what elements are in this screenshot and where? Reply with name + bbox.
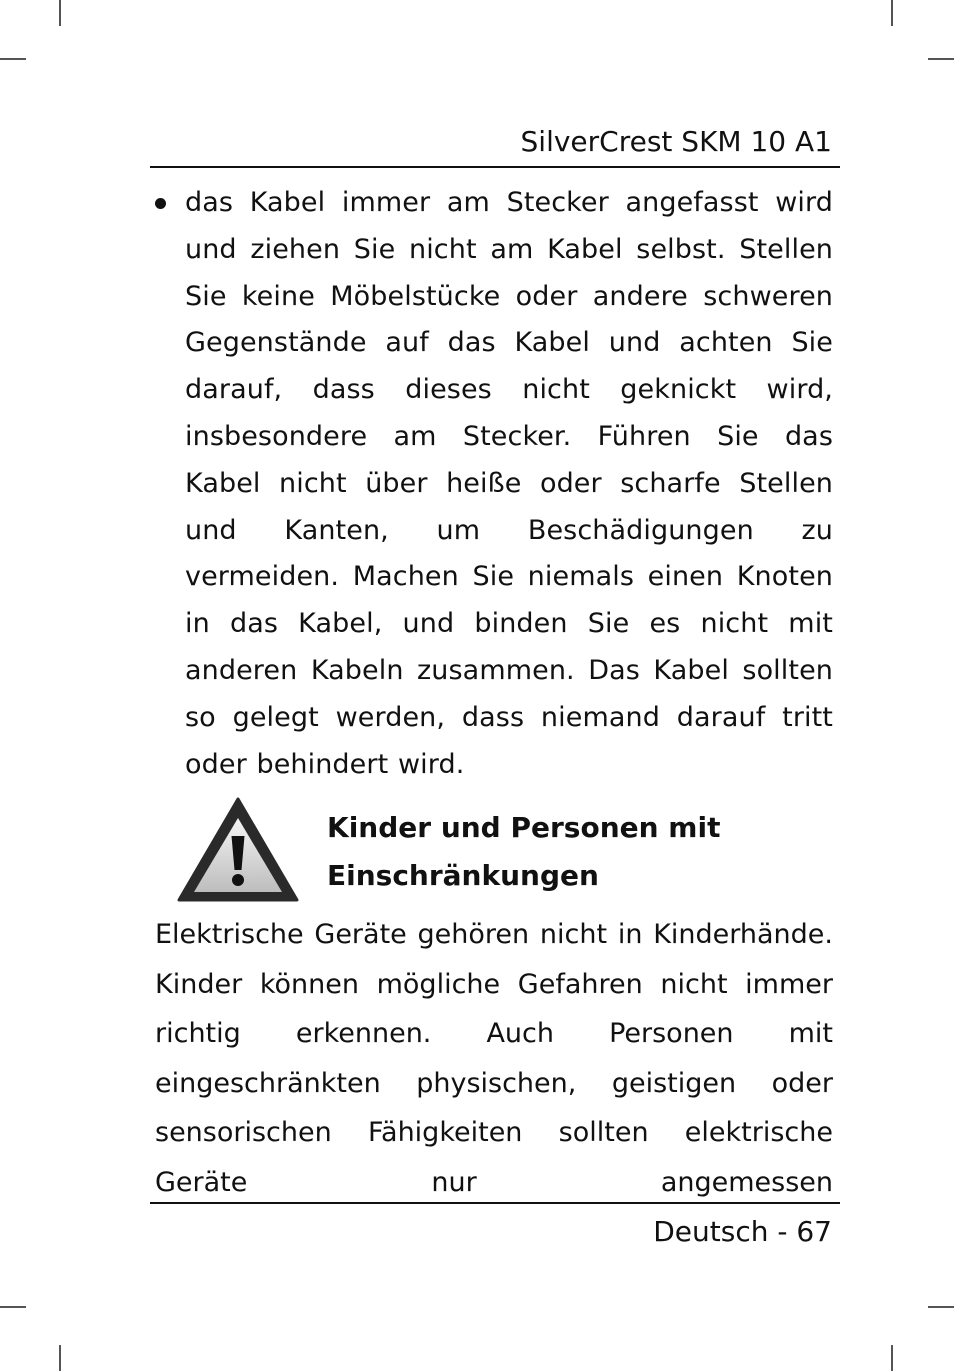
section-heading <box>327 804 807 900</box>
section-body-text: Elektrische Geräte gehören nicht in Kinderhände. Kinder können mögliche Gefahren nicht immer richtig erkennen. Auch Personen mit eingeschränkten physischen, geistigen oder sensorischen Fähigkeiten sollten elektrische Geräte nur angemessen <box>155 919 833 1198</box>
footer-rule <box>150 1202 840 1204</box>
crop-mark-top-right <box>928 58 954 60</box>
crop-mark-bottom-right <box>891 1345 893 1371</box>
document-header-title: SilverCrest SKM 10 A1 <box>520 125 832 158</box>
crop-mark-bottom-left <box>0 1306 26 1308</box>
bullet-list-item <box>155 180 833 788</box>
bullet-item-text: das Kabel immer am Stecker angefasst wird und ziehen Sie nicht am Kabel selbst. Stellen Sie keine Möbelstücke oder andere schweren Gegenstände auf das Kabel und achten Sie darauf, dass dieses nicht geknickt wird, insbesondere am Stecker. Führen Sie das Kabel nicht über heiße oder scharfe Stellen und Kanten, um Beschädigungen zu vermeiden. Machen Sie niemals einen Knoten in das Kabel, und binden Sie es nicht mit anderen Kabeln zusammen. Das Kabel sollten so gelegt werden, dass niemand darauf tritt oder behindert wird. <box>185 187 833 780</box>
warning-triangle-icon <box>176 796 300 904</box>
crop-mark-top-right <box>891 0 893 26</box>
crop-mark-bottom-right <box>928 1306 954 1308</box>
crop-mark-top-left <box>59 0 61 26</box>
section-heading-line-2: Einschränkungen <box>327 859 599 892</box>
header-rule <box>150 166 840 168</box>
crop-mark-bottom-left <box>59 1345 61 1371</box>
bullet-dot-icon <box>155 198 166 209</box>
section-heading-line-1: Kinder und Personen mit <box>327 811 721 844</box>
footer-page-label: Deutsch - 67 <box>653 1215 832 1248</box>
crop-mark-top-left <box>0 58 26 60</box>
